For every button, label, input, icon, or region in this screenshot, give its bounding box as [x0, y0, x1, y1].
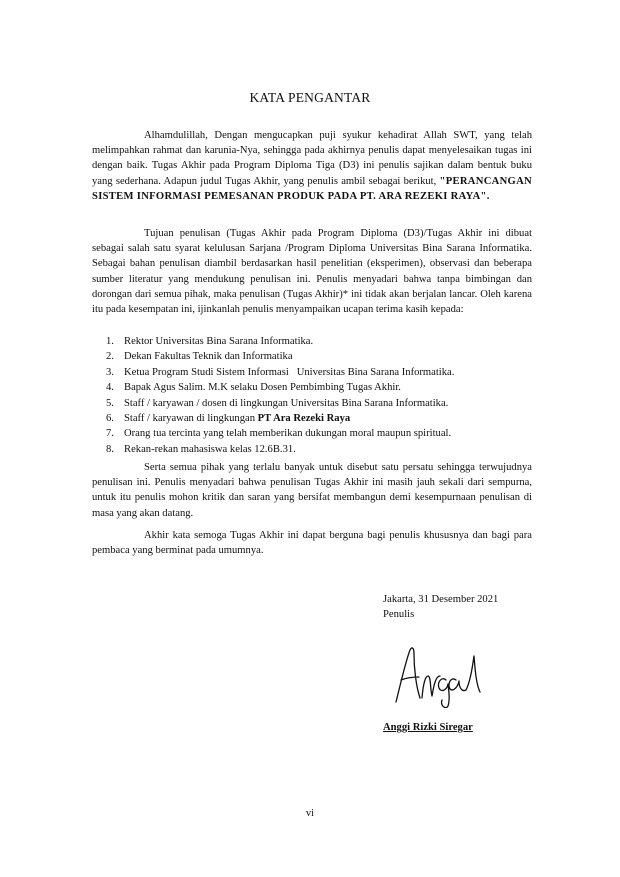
- handwritten-signature: [392, 640, 487, 708]
- list-item: 6. Staff / karyawan di lingkungan PT Ara Rezeki Raya: [106, 413, 351, 425]
- author-role: Penulis: [383, 609, 415, 621]
- list-item: 5. Staff / karyawan / dosen di lingkungan Universitas Bina Sarana Informatika.: [106, 397, 449, 409]
- list-item: 4. Bapak Agus Salim. M.K selaku Dosen Pembimbing Tugas Akhir.: [106, 382, 401, 394]
- paragraph-purpose: Tujuan penulisan (Tugas Akhir pada Program Diploma (D3)/Tugas Akhir ini dibuat sebagai salah satu syarat kelulusan Sarjana /Program Diploma Universitas Bina Sarana Informatika. Sebagai bahan penulisan diambil berdasarkan hasil penelitian (eksperimen), observasi dan beberapa sumber literatur yang mendukung penulisan ini. Penulis menyadari bahwa tanpa bimbingan dan dorongan dari semua pihak, maka penulisan (Tugas Akhir)* ini tidak akan berjalan lancar. Oleh karena itu pada kesempatan ini, ijinkanlah penulis menyampaikan ucapan terima kasih kepada:: [92, 228, 532, 316]
- list-item: 8. Rekan-rekan mahasiswa kelas 12.6B.31.: [106, 443, 296, 455]
- list-item: 7. Orang tua tercinta yang telah memberikan dukungan moral maupun spiritual.: [106, 428, 452, 440]
- page-title: KATA PENGANTAR: [249, 90, 371, 105]
- page-number: vi: [305, 808, 315, 819]
- place-date: Jakarta, 31 Desember 2021: [383, 594, 499, 605]
- paragraph-opening: [92, 128, 532, 204]
- list-item: 3. Ketua Program Studi Sistem Informasi Universitas Bina Sarana Informatika.: [106, 366, 455, 378]
- signature-block: [383, 592, 498, 622]
- author-name: Anggi Rizki Siregar: [383, 722, 473, 733]
- paragraph-opening-text: Alhamdulillah, Dengan mengucapkan puji syukur kehadirat Allah SWT, yang telah melimpahkan rahmat dan karunia-Nya, sehingga pada akhirnya penulis dapat menyelesaikan tugas ini dengan baik. Tugas Akhir pada Program Diploma Tiga (D3) ini penulis sajikan dalam bentuk buku yang sederhana. Adapun judul Tugas Akhir, yang penulis ambil sebagai berikut,: [92, 130, 532, 187]
- thesis-title: "PERANCANGAN SISTEM INFORMASI PEMESANAN PRODUK PADA PT. ARA REZEKI RAYA".: [92, 175, 532, 202]
- company-name: PT Ara Rezeki Raya: [257, 413, 351, 425]
- list-item: 1. Rektor Universitas Bina Sarana Informatika.: [106, 336, 314, 347]
- list-item: 2. Dekan Fakultas Teknik dan Informatika: [106, 351, 293, 363]
- paragraph-closing: Akhir kata semoga Tugas Akhir ini dapat berguna bagi penulis khususnya dan bagi para pembaca yang berminat pada umumnya.: [92, 530, 532, 557]
- acknowledgement-list: [92, 334, 532, 457]
- paragraph-thanks: Serta semua pihak yang terlalu banyak untuk disebut satu persatu sehingga terwujudnya penulisan ini. Penulis menyadari bahwa penulisan Tugas Akhir ini masih jauh sekali dari sempurna, untuk itu penulis mohon kritik dan saran yang bersifat membangun demi kesempurnaan penulisan di masa yang akan datang.: [92, 462, 532, 519]
